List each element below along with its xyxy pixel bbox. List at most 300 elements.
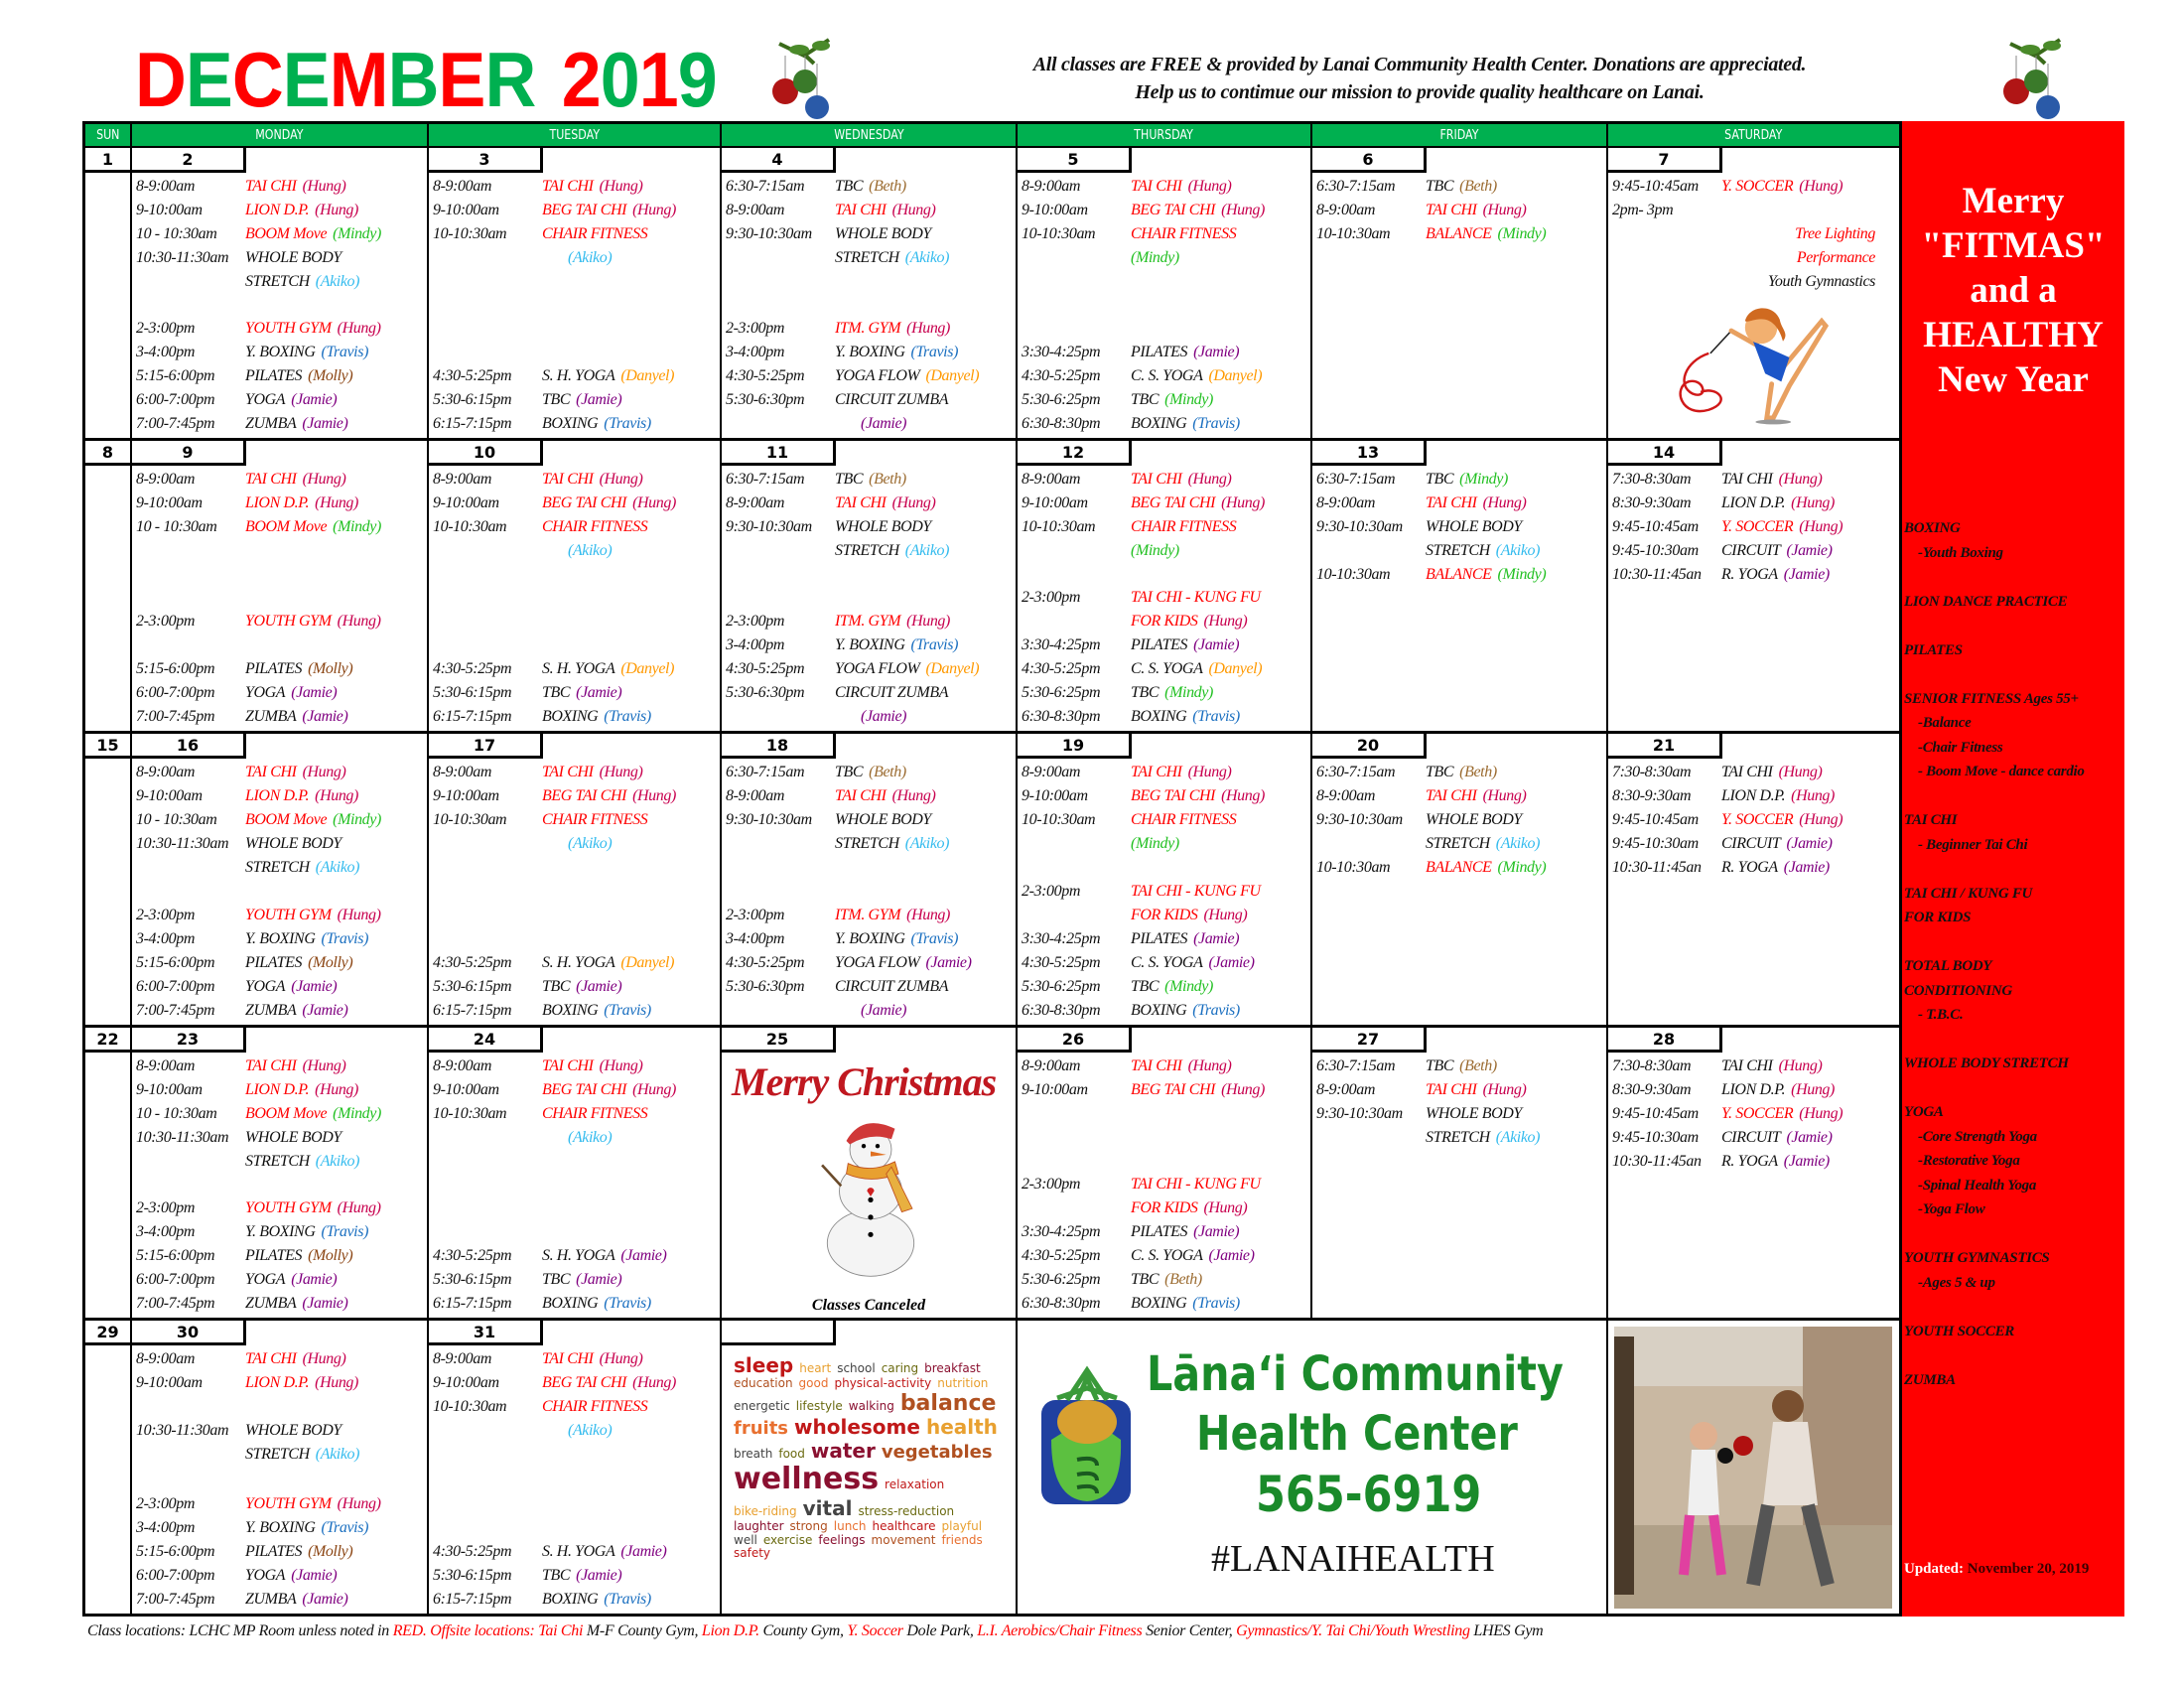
class-name: STRETCH — [1426, 1128, 1490, 1146]
schedule-line — [1018, 975, 1310, 999]
instructor-name: ( Jamie ) — [291, 391, 337, 408]
schedule-line — [132, 1244, 427, 1268]
day-schedule — [1018, 173, 1310, 438]
day-number: 13 — [1312, 441, 1427, 466]
class-time: 6:30-7:15am — [726, 764, 805, 781]
title-letter: D — [135, 36, 186, 123]
class-time: 7:00-7:45pm — [136, 708, 215, 726]
class-name: TAI CHI — [542, 764, 594, 781]
instructor-name: ( Hung ) — [892, 494, 936, 511]
afternoon-classes — [429, 1540, 720, 1614]
class-time: 4:30-5:25pm — [433, 367, 512, 385]
category-title: YOUTH SOCCER — [1904, 1323, 2015, 1339]
schedule-line — [132, 1492, 427, 1516]
instructor-name: ( Travis ) — [604, 1295, 651, 1312]
day-cell — [132, 1321, 429, 1614]
class-time: 8-9:00am — [1022, 1056, 1081, 1074]
class-name: LION D.P. — [1721, 494, 1786, 512]
class-time: 6:30-7:15am — [1316, 764, 1396, 781]
class-name: BOXING — [542, 1001, 599, 1019]
day-cell — [132, 1028, 429, 1321]
class-name: Y. BOXING — [245, 1222, 316, 1240]
instructor-name: ( Mindy ) — [333, 1105, 381, 1122]
class-time: 3:30-4:25pm — [1022, 344, 1101, 361]
class-time: 8-9:00am — [1316, 787, 1376, 805]
class-time: 7:00-7:45pm — [136, 415, 215, 433]
class-time: 6:00-7:00pm — [136, 1567, 215, 1584]
afternoon-classes — [722, 904, 1016, 1025]
instructor-name: ( Hung ) — [1483, 494, 1527, 511]
class-time: 5:30-6:30pm — [726, 391, 805, 409]
morning-classes — [1608, 175, 1899, 294]
class-time: 9-10:00am — [433, 1080, 499, 1098]
class-time: 5:15-6:00pm — [136, 1246, 215, 1264]
class-name: Y. BOXING — [245, 929, 316, 947]
instructor-name: ( Mindy ) — [1164, 978, 1213, 995]
instructor-name: ( Jamie ) — [1786, 1129, 1832, 1146]
schedule-line — [1018, 880, 1310, 904]
schedule-line — [1608, 270, 1899, 294]
day-schedule — [1018, 759, 1310, 1024]
afternoon-classes — [132, 610, 427, 731]
class-time: 3-4:00pm — [726, 344, 785, 361]
class-time: 7:30-8:30am — [1612, 1056, 1692, 1074]
schedule-line — [1018, 784, 1310, 808]
class-name: CIRCUIT ZUMBA — [835, 977, 949, 995]
class-time: 9:30-10:30am — [726, 518, 812, 536]
class-time: 9:45-10:45am — [1612, 1104, 1699, 1122]
instructor-name: ( Travis ) — [911, 930, 959, 947]
class-time: 10-10:30am — [1022, 518, 1096, 536]
schedule-line — [722, 317, 1016, 341]
wellness-word-cloud — [734, 1354, 1004, 1603]
class-category — [1904, 808, 2124, 857]
class-time: 8-9:00am — [1022, 471, 1081, 489]
instructor-name: ( Travis ) — [604, 708, 651, 725]
class-name: YOGA — [245, 1270, 286, 1288]
day-schedule — [1312, 173, 1606, 438]
instructor-name: ( Jamie ) — [291, 1567, 337, 1584]
instructor-name: ( Jamie ) — [576, 1271, 621, 1288]
instructor-name: ( Hung ) — [600, 1057, 643, 1074]
schedule-line — [132, 1443, 427, 1467]
schedule-line — [1018, 633, 1310, 657]
class-time: 6:30-7:15am — [1316, 471, 1396, 489]
schedule-line — [722, 681, 1016, 705]
instructor-name: ( Akiko ) — [905, 835, 949, 852]
instructor-name: ( Hung ) — [1203, 613, 1247, 630]
instructor-name: ( Travis ) — [911, 344, 959, 360]
schedule-line — [1018, 1220, 1310, 1244]
class-name: TBC — [1131, 391, 1160, 409]
class-name: PILATES — [245, 953, 303, 971]
instructor-name: ( Hung ) — [600, 1350, 643, 1367]
class-time: 2-3:00pm — [1022, 589, 1081, 607]
schedule-line — [1018, 412, 1310, 436]
greeting-line: and a — [1970, 270, 2057, 311]
schedule-line — [429, 468, 720, 492]
word-cloud-word: safety — [734, 1546, 771, 1561]
class-name: BEG TAI CHI — [542, 787, 627, 805]
schedule-line — [722, 175, 1016, 199]
instructor-name: ( Mindy ) — [1164, 391, 1213, 408]
schedule-line — [429, 657, 720, 681]
instructor-name: ( Hung ) — [1799, 1105, 1843, 1122]
word-cloud-word: walking — [848, 1398, 894, 1413]
class-name: BEG TAI CHI — [542, 1373, 627, 1391]
class-name: TAI CHI - KUNG FU — [1131, 882, 1261, 900]
instructor-name: ( Danyel ) — [620, 660, 674, 677]
class-name: BOXING — [1131, 708, 1187, 726]
class-time: 8-9:00am — [136, 764, 196, 781]
instructor-name: ( Hung ) — [1799, 811, 1843, 828]
category-title: YOUTH GYMNASTICS — [1904, 1250, 2050, 1266]
class-time: 9-10:00am — [1022, 202, 1088, 218]
instructor-name: ( Jamie ) — [861, 708, 906, 725]
schedule-line — [132, 1078, 427, 1102]
class-name: S. H. YOGA — [542, 367, 615, 385]
class-time: 8:30-9:30am — [1612, 494, 1692, 512]
category-subclass: -Chair Fitness — [1918, 739, 2003, 756]
instructor-name: ( Danyel ) — [925, 367, 979, 384]
class-name: R. YOGA — [1721, 1152, 1778, 1170]
schedule-line — [132, 808, 427, 832]
word-cloud-word: strong — [789, 1518, 828, 1533]
class-time: 8-9:00am — [1316, 494, 1376, 512]
class-name: CIRCUIT ZUMBA — [835, 391, 949, 409]
footer-segment: Gymnastics/Y. Tai Chi/Youth Wrestling — [1236, 1622, 1474, 1639]
schedule-line — [1608, 856, 1899, 880]
schedule-line — [1018, 246, 1310, 270]
class-name: WHOLE BODY — [835, 225, 931, 242]
class-name: LION D.P. — [245, 202, 310, 218]
morning-classes — [722, 468, 1016, 563]
instructor-name: ( Hung ) — [315, 1374, 358, 1391]
schedule-line — [429, 412, 720, 436]
class-name: YOGA — [245, 977, 286, 995]
title-letter: E — [438, 36, 485, 123]
day-schedule — [722, 173, 1016, 438]
day-cell — [722, 148, 1018, 441]
afternoon-classes — [722, 317, 1016, 438]
schedule-line — [132, 222, 427, 246]
class-name: TAI CHI — [1131, 764, 1182, 781]
day-number: 25 — [722, 1028, 836, 1053]
morning-classes — [132, 468, 427, 539]
class-name: TAI CHI - KUNG FU — [1131, 1175, 1261, 1193]
schedule-line — [132, 270, 427, 294]
schedule-line — [1608, 246, 1899, 270]
schedule-line — [1312, 175, 1606, 199]
sunday-cell — [85, 148, 132, 441]
schedule-line — [722, 610, 1016, 633]
class-name: Y. SOCCER — [1721, 518, 1794, 536]
instructor-name: ( Danyel ) — [925, 660, 979, 677]
class-time: 8-9:00am — [1022, 764, 1081, 781]
class-time: 5:30-6:25pm — [1022, 977, 1101, 995]
schedule-line — [132, 1564, 427, 1588]
day-schedule — [722, 466, 1016, 731]
day-cell — [429, 441, 722, 734]
word-cloud-word: water — [810, 1438, 876, 1463]
class-name: Y. BOXING — [835, 636, 905, 654]
morning-classes — [132, 175, 427, 294]
instructor-name: ( Hung ) — [1483, 787, 1527, 804]
class-name: TAI CHI — [1426, 202, 1477, 218]
instructor-name: ( Travis ) — [322, 344, 369, 360]
class-time: 4:30-5:25pm — [1022, 1246, 1101, 1264]
instructor-name: ( Jamie ) — [861, 1002, 906, 1019]
class-time: 4:30-5:25pm — [726, 660, 805, 678]
instructor-name: ( Mindy ) — [1498, 566, 1547, 583]
class-time: 6:00-7:00pm — [136, 1270, 215, 1288]
category-title: WHOLE BODY STRETCH — [1904, 1055, 2069, 1071]
class-name: TBC — [1131, 684, 1160, 702]
pineapple-hand-logo-icon — [1037, 1360, 1137, 1509]
instructor-name: ( Akiko ) — [316, 273, 359, 290]
instructor-name: ( Hung ) — [632, 1081, 676, 1098]
schedule-line — [429, 1268, 720, 1292]
class-name: CIRCUIT — [1721, 542, 1781, 560]
instructor-name: ( Jamie ) — [1786, 542, 1832, 559]
schedule-line — [1018, 610, 1310, 633]
schedule-line — [132, 364, 427, 388]
class-name: BEG TAI CHI — [542, 202, 627, 218]
instructor-name: ( Jamie ) — [291, 978, 337, 995]
word-cloud-word: heart — [799, 1360, 832, 1375]
instructor-name: ( Mindy ) — [1131, 249, 1179, 266]
title-letter: M — [329, 36, 388, 123]
instructor-name: ( Mindy ) — [333, 518, 381, 535]
schedule-line — [1312, 856, 1606, 880]
class-name: C. S. YOGA — [1131, 1246, 1203, 1264]
class-name: ZUMBA — [245, 1294, 297, 1312]
instructor-name: ( Hung ) — [1779, 1057, 1823, 1074]
class-time: 8-9:00am — [1316, 1080, 1376, 1098]
class-time: 9:30-10:30am — [726, 225, 812, 242]
day-cell — [1018, 1028, 1312, 1321]
schedule-line — [429, 364, 720, 388]
instructor-name: ( Hung ) — [1221, 202, 1265, 218]
footer-segment: Y. Soccer — [847, 1622, 907, 1639]
schedule-line — [722, 951, 1016, 975]
category-subclass: -Restorative Yoga — [1918, 1153, 2020, 1169]
word-cloud-word: fruits — [734, 1417, 789, 1439]
instructor-name: ( Hung ) — [1221, 787, 1265, 804]
class-time: 8-9:00am — [726, 202, 785, 218]
category-title: LION DANCE PRACTICE — [1904, 593, 2068, 610]
schedule-line — [1018, 1055, 1310, 1078]
schedule-line — [1018, 175, 1310, 199]
instructor-name: ( Molly ) — [308, 367, 352, 384]
holiday-greeting — [1902, 179, 2124, 402]
schedule-line — [429, 1055, 720, 1078]
instructor-name: ( Jamie ) — [1784, 859, 1830, 876]
class-time: 2-3:00pm — [136, 613, 196, 631]
class-time: 2-3:00pm — [726, 613, 785, 631]
class-time: 9:45-10:45am — [1612, 518, 1699, 536]
word-cloud-word: lunch — [833, 1518, 867, 1533]
class-time: 4:30-5:25pm — [1022, 660, 1101, 678]
instructor-name: ( Jamie ) — [302, 1295, 347, 1312]
class-time: 10-10:30am — [433, 518, 507, 536]
schedule-line — [1018, 492, 1310, 515]
class-category — [1904, 1052, 2124, 1076]
schedule-line — [1018, 515, 1310, 539]
greeting-line: Merry — [1962, 181, 2065, 221]
logo-hashtag: #LANAIHEALTH — [1211, 1537, 1495, 1580]
word-cloud-word: friends — [941, 1532, 983, 1547]
schedule-line — [429, 246, 720, 270]
schedule-line — [132, 1102, 427, 1126]
morning-classes — [1608, 1055, 1899, 1174]
class-name: Y. BOXING — [245, 1519, 316, 1536]
instructor-name: ( Travis ) — [1192, 708, 1240, 725]
day-schedule — [1312, 466, 1606, 731]
schedule-line — [429, 1419, 720, 1443]
day-schedule — [722, 759, 1016, 1024]
day-cell — [1312, 734, 1608, 1027]
instructor-name: ( Jamie ) — [1208, 954, 1254, 971]
instructor-name: ( Travis ) — [604, 1002, 651, 1019]
logo-name-line-1: Lāna‘i Community — [1147, 1345, 1564, 1402]
schedule-line — [1312, 1126, 1606, 1150]
class-name: S. H. YOGA — [542, 1246, 615, 1264]
instructor-name: ( Mindy ) — [333, 811, 381, 828]
class-time: 3-4:00pm — [136, 344, 196, 361]
word-cloud-word: wellness — [734, 1462, 880, 1497]
instructor-name: ( Akiko ) — [568, 1422, 612, 1439]
schedule-line — [722, 222, 1016, 246]
class-legend-sidebar — [1902, 121, 2124, 1617]
day-header-label: SATURDAY — [1724, 128, 1783, 143]
class-time: 8-9:00am — [136, 471, 196, 489]
afternoon-classes — [132, 1196, 427, 1318]
class-time: 4:30-5:25pm — [433, 1246, 512, 1264]
sunday-cell — [85, 1321, 132, 1614]
instructor-name: ( Beth ) — [1459, 764, 1497, 780]
class-time: 2-3:00pm — [726, 320, 785, 338]
class-time: 3-4:00pm — [726, 929, 785, 947]
category-subclass: -Spinal Health Yoga — [1918, 1177, 2037, 1194]
afternoon-classes — [429, 657, 720, 731]
day-number: 19 — [1018, 734, 1132, 759]
word-cloud-word: well — [734, 1532, 757, 1547]
instructor-name: ( Hung ) — [1188, 471, 1232, 488]
schedule-line — [722, 246, 1016, 270]
class-name: TAI CHI — [835, 494, 887, 512]
day-number: 28 — [1608, 1028, 1722, 1053]
youth-boxing-photo — [1614, 1327, 1892, 1609]
class-time: 10 - 10:30am — [136, 225, 217, 242]
instructor-name: ( Hung ) — [632, 1374, 676, 1391]
class-name: STRETCH — [835, 835, 899, 853]
class-name: TAI CHI — [245, 178, 297, 195]
class-name: BALANCE — [1426, 225, 1492, 242]
class-name: CHAIR FITNESS — [1131, 811, 1237, 829]
snowman-illustration — [801, 1113, 940, 1278]
class-name: CHAIR FITNESS — [1131, 225, 1237, 242]
class-category — [1904, 687, 2124, 784]
class-name: WHOLE BODY — [245, 1421, 341, 1439]
day-cell — [1018, 734, 1312, 1027]
class-name: YOGA FLOW — [835, 367, 920, 385]
instructor-name: ( Mindy ) — [1498, 225, 1547, 242]
class-time: 5:30-6:25pm — [1022, 684, 1101, 702]
class-name: WHOLE BODY — [245, 249, 341, 266]
day-cell — [1018, 441, 1312, 734]
instructor-name: ( Hung ) — [1221, 1081, 1265, 1098]
instructor-name: ( Hung ) — [303, 471, 346, 488]
title-letter: R — [484, 36, 536, 123]
schedule-line — [429, 222, 720, 246]
category-title: ZUMBA — [1904, 1371, 1956, 1388]
schedule-line — [1312, 808, 1606, 832]
afternoon-classes — [132, 317, 427, 438]
word-cloud-word: healthcare — [872, 1518, 936, 1533]
day-number: 2 — [132, 148, 246, 173]
schedule-line — [1608, 492, 1899, 515]
day-header-label: MONDAY — [255, 128, 304, 143]
tagline-free-classes: All classes are FREE & provided by Lanai Community Health Center. Donations are appreciated. — [1032, 54, 1807, 75]
instructor-name: ( Hung ) — [303, 178, 346, 195]
schedule-line — [429, 515, 720, 539]
schedule-line — [132, 1516, 427, 1540]
schedule-line — [722, 515, 1016, 539]
class-time: 6:15-7:15pm — [433, 708, 512, 726]
afternoon-classes — [1018, 341, 1310, 438]
word-cloud-word: bike-riding — [734, 1503, 797, 1518]
category-subclass: -Core Strength Yoga — [1918, 1128, 2037, 1145]
day-schedule — [1312, 759, 1606, 1024]
day-header-label: FRIDAY — [1439, 128, 1479, 143]
morning-classes — [1312, 468, 1606, 587]
class-category — [1904, 516, 2124, 565]
category-subclass: -Balance — [1918, 715, 1972, 731]
schedule-line — [429, 761, 720, 784]
schedule-line — [132, 1540, 427, 1564]
schedule-line — [1608, 832, 1899, 856]
class-name: PILATES — [1131, 344, 1188, 361]
day-cell — [429, 734, 722, 1027]
schedule-line — [1018, 657, 1310, 681]
afternoon-classes — [429, 951, 720, 1025]
instructor-name: ( Travis ) — [322, 1519, 369, 1536]
class-name: WHOLE BODY — [1426, 811, 1522, 829]
class-name: TAI CHI — [542, 178, 594, 195]
schedule-line — [132, 657, 427, 681]
class-time: 2-3:00pm — [136, 320, 196, 338]
instructor-name: ( Akiko ) — [568, 249, 612, 266]
instructor-name: ( Akiko ) — [905, 249, 949, 266]
updated-note — [1904, 1561, 2089, 1578]
class-name: STRETCH — [245, 1445, 310, 1463]
class-name: BALANCE — [1426, 859, 1492, 877]
day-schedule — [1018, 466, 1310, 731]
class-time: 9-10:00am — [136, 787, 203, 805]
word-cloud-word: wholesome — [794, 1414, 920, 1439]
day-header-monday — [132, 124, 429, 148]
instructor-name: ( Hung ) — [338, 1199, 381, 1216]
class-time: 6:30-8:30pm — [1022, 415, 1101, 433]
instructor-name: ( Beth ) — [1459, 1057, 1497, 1074]
schedule-line — [1018, 1292, 1310, 1316]
instructor-name: ( Hung ) — [600, 178, 643, 195]
class-time: 10:30-11:30am — [136, 835, 229, 853]
category-subclass: - Beginner Tai Chi — [1918, 836, 2028, 853]
word-cloud-word: breakfast — [924, 1360, 981, 1375]
updated-date: November 20, 2019 — [1967, 1561, 2090, 1577]
